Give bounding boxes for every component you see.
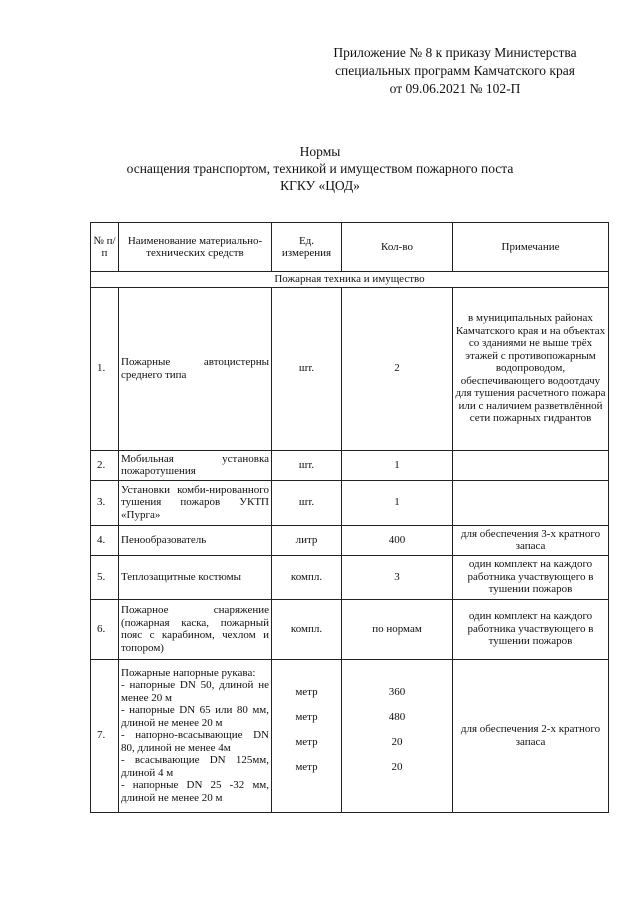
row-unit: шт.: [272, 480, 342, 525]
hose-qty: 20: [391, 760, 403, 773]
table-row: [91, 555, 609, 599]
section-row: [91, 272, 609, 288]
row-name: Мобильная установка пожаротушения: [119, 450, 272, 480]
appendix-line: от 09.06.2021 № 102-П: [389, 81, 521, 96]
hose-unit: метр: [295, 735, 318, 748]
row-note: [453, 480, 609, 525]
hose-unit: [274, 786, 339, 811]
row-name: [119, 659, 272, 812]
table-row-hoses: [91, 659, 609, 812]
header-name: Наименование материально-технических средств: [119, 223, 272, 272]
document-title: [0, 143, 640, 194]
table-row: [91, 450, 609, 480]
row-qty: 400: [342, 525, 453, 555]
table-row: [91, 599, 609, 659]
hose-item: - напорные DN 25 -32 мм, длиной не менее 20 м: [121, 779, 269, 804]
row-name: Пенообразователь: [119, 525, 272, 555]
row-unit: компл.: [272, 555, 342, 599]
row-name: Установки комби-нированного тушения пожаров УКТП «Пурга»: [119, 480, 272, 525]
row-qty: по нормам: [342, 599, 453, 659]
row-qty: 1: [342, 480, 453, 525]
section-title: Пожарная техника и имущество: [91, 272, 609, 288]
row-num: 6.: [91, 599, 119, 659]
row-qty: 3: [342, 555, 453, 599]
row-name: Пожарное снаряжение (пожарная каска, пожарный пояс с карабином, чехлом и топором): [119, 599, 272, 659]
row-qty: 2: [342, 287, 453, 450]
appendix-line: специальных программ Камчатского края: [335, 63, 575, 78]
title-line: КГКУ «ЦОД»: [280, 178, 360, 193]
hose-item: - напорные DN 65 или 80 мм, длиной не менее 20 м: [121, 704, 269, 729]
row-num: 5.: [91, 555, 119, 599]
hose-qty: 20: [391, 735, 403, 748]
row-num: 4.: [91, 525, 119, 555]
header-note: Примечание: [453, 223, 609, 272]
hose-unit: метр: [295, 760, 318, 773]
appendix-line: Приложение № 8 к приказу Министерства: [333, 45, 577, 60]
row-name: Пожарные автоцистерны среднего типа: [119, 287, 272, 450]
row-note: для обеспечения 2-х кратного запаса: [453, 659, 609, 812]
hose-unit: метр: [295, 710, 318, 723]
hose-qty: 480: [388, 710, 406, 723]
title-line: Нормы: [299, 144, 341, 159]
hose-item: - всасывающие DN 125мм, длиной 4 м: [121, 754, 269, 779]
row-qty: [342, 659, 453, 812]
row-note: для обеспечения 3-х кратного запаса: [453, 525, 609, 555]
row-note: один комплект на каждого работника участвующего в тушении пожаров: [453, 599, 609, 659]
appendix-header: [300, 44, 610, 98]
table-row: [91, 287, 609, 450]
title-line: оснащения транспортом, техникой и имуществом пожарного поста: [126, 161, 514, 176]
row-num: 3.: [91, 480, 119, 525]
row-note: [453, 450, 609, 480]
row-num: 7.: [91, 659, 119, 812]
hose-item: - напорные DN 50, длиной не менее 20 м: [121, 679, 269, 704]
row-unit: шт.: [272, 450, 342, 480]
hose-qty: 360: [388, 685, 406, 698]
row-unit: [272, 659, 342, 812]
row-note: в муниципальных районах Камчатского края и на объектах со зданиями не выше трёх этажей с противопожарным водопроводом, обеспечивающего водоотдачу для тушения расчетного пожара или с наличием разветвлённой сети пожарных гидрантов: [453, 287, 609, 450]
norms-table: [90, 222, 609, 813]
header-qty: Кол-во: [342, 223, 453, 272]
hose-qty: [344, 786, 450, 811]
row-num: 2.: [91, 450, 119, 480]
row-unit: компл.: [272, 599, 342, 659]
table-row: [91, 525, 609, 555]
row-note: один комплект на каждого работника участвующего в тушении пожаров: [453, 555, 609, 599]
header-unit: Ед. измерения: [272, 223, 342, 272]
hose-item: - напорно-всасывающие DN 80, длиной не менее 4м: [121, 729, 269, 754]
header-num: № п/п: [91, 223, 119, 272]
row-unit: литр: [272, 525, 342, 555]
row-unit: шт.: [272, 287, 342, 450]
hose-unit: метр: [295, 685, 318, 698]
hose-title: Пожарные напорные рукава:: [121, 666, 256, 679]
row-name: Теплозащитные костюмы: [119, 555, 272, 599]
table-row: [91, 480, 609, 525]
row-num: 1.: [91, 287, 119, 450]
row-qty: 1: [342, 450, 453, 480]
table-header-row: [91, 223, 609, 272]
